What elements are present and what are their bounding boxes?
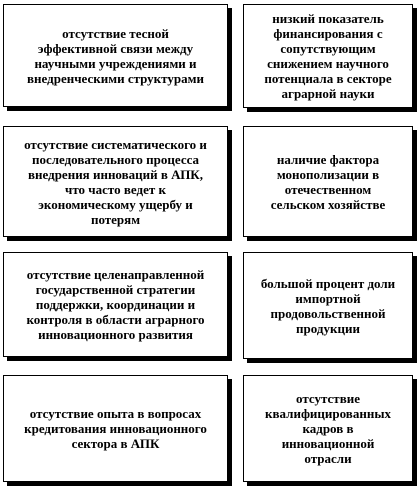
problem-box-2-text: низкий показатель финансирования с сопутствующим снижением научного потенциала в секторе аграрной науки (264, 11, 392, 101)
problem-box-5 (3, 252, 228, 357)
problem-box-2 (243, 4, 413, 108)
problem-box-8 (243, 375, 413, 482)
problem-box-4 (243, 126, 413, 237)
problem-box-6 (243, 252, 413, 359)
problem-box-1 (3, 4, 228, 107)
problem-box-7 (3, 375, 228, 482)
problem-box-7-text: отсутствие опыта в вопросах кредитования инновационного сектора в АПК (24, 406, 207, 451)
problem-box-1-text: отсутствие тесной эффективной связи между научными учреждениями и внедренческими структурами (27, 25, 204, 86)
problem-box-5-text: отсутствие целенаправленной государственной стратегии поддержки, координации и контроля в области аграрного инновационного развития (26, 267, 205, 342)
problem-box-3-text: отсутствие систематического и последовательного процесса внедрения инноваций в АПК, что часто ведет к экономическому ущербу и потерям (24, 136, 207, 227)
problem-box-4-text: наличие фактора монополизации в отечественном сельском хозяйстве (270, 151, 386, 212)
problem-box-3 (3, 126, 228, 237)
problem-box-8-text: отсутствие квалифицированных кадров в инновационной отрасли (265, 391, 391, 466)
problem-box-6-text: большой процент доли импортной продовольственной продукции (260, 275, 396, 336)
